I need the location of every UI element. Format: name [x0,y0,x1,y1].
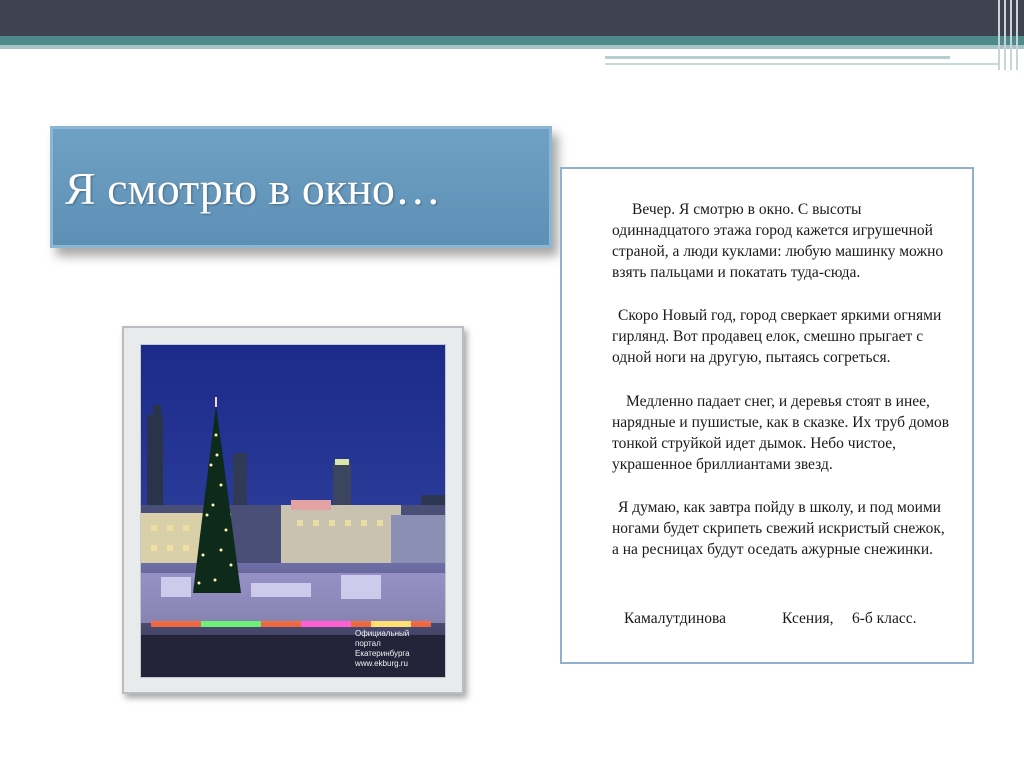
paragraph: Скоро Новый год, город сверкает яркими огнями гирлянд. Вот продавец елок, смешно прыгает с одной ноги на другую, пытаясь согреться. [612,307,942,366]
slide-title: Я смотрю в окно… [65,163,441,214]
title-box [50,126,552,248]
signature-first-name: Ксения, [782,610,834,627]
photo-frame [122,326,464,694]
text-box [560,167,974,664]
accent-stripe [0,36,1024,45]
decorative-line [605,56,950,59]
top-bar [0,0,1024,36]
decorative-line [605,63,1000,65]
signature-surname: Камалутдинова [624,610,727,627]
city-night-photo [140,344,446,678]
photo-caption: Официальный портал Екатеринбурга www.ekburg.ru [355,629,410,668]
decorative-vertical-lines [998,0,1020,70]
accent-stripe-light [0,45,1024,49]
signature-class: 6-б класс. [852,610,917,627]
paragraph: Я думаю, как завтра пойду в школу, и под моими ногами будет скрипеть свежий искристый снежок, а на ресницах будут оседать ажурные снежинки. [612,499,945,558]
paragraph: Вечер. Я смотрю в окно. С высоты одиннадцатого этажа город кажется игрушечной страной, а люди куклами: любую машинку можно взять пальцами и покатать туда-сюда. [612,201,944,281]
paragraph: Медленно падает снег, и деревья стоят в инее, нарядные и пушистые, как в сказке. Их труб домов тонкой струйкой идет дымок. Небо чистое, украшенное бриллиантами звезд. [612,393,950,473]
